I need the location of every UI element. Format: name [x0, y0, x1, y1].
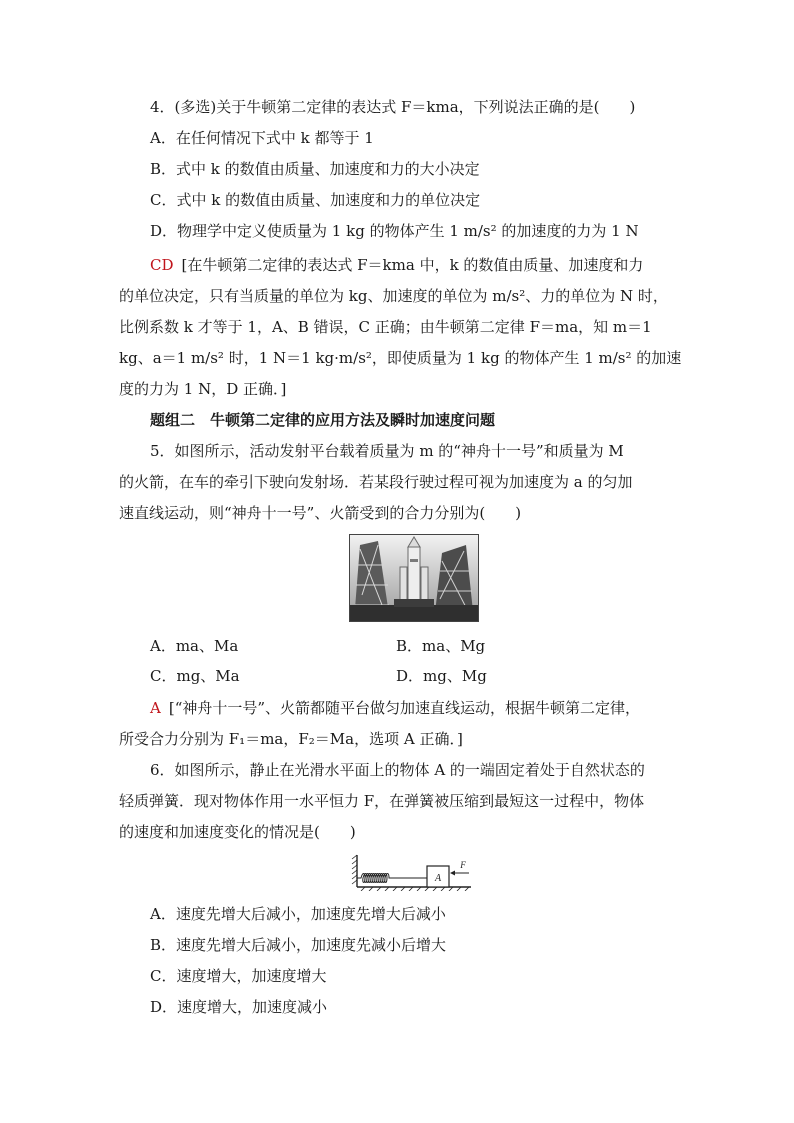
q5-explanation-line-2: 所受合力分别为 F₁＝ma，F₂＝Ma，选项 A 正确．] [119, 730, 463, 748]
q4-explanation-line-2: 的单位决定，只有当质量的单位为 kg、加速度的单位为 m/s²、力的单位为 N 时， [119, 287, 668, 305]
wall-hatch [352, 855, 357, 884]
block-a-label: A [434, 873, 442, 884]
q4-option-b: B．式中 k 的数值由质量、加速度和力的大小决定 [150, 160, 480, 178]
q5-options-row-2 [150, 661, 678, 692]
rocket-launch-photo [349, 534, 479, 622]
q5-explanation-text-1: [“神舟十一号”、火箭都随平台做匀加速直线运动，根据牛顿第二定律， [168, 699, 641, 717]
q5-stem-line-2: 的火箭，在车的牵引下驶向发射场．若某段行驶过程可视为加速度为 a 的匀加 [119, 473, 633, 491]
q4-explanation-text-1: [在牛顿第二定律的表达式 F＝kma 中，k 的数值由质量、加速度和力 [181, 256, 644, 274]
q5-option-d: D．mg、Mg [396, 667, 487, 685]
q6-option-b: B．速度先增大后减小，加速度先减小后增大 [150, 936, 447, 954]
q4-explanation-line-1 [150, 250, 678, 281]
q5-options-row-1 [150, 631, 678, 662]
q4-answer: CD [150, 256, 174, 274]
q6-stem-line-3: 的速度和加速度变化的情况是( ) [119, 823, 356, 841]
force-arrow-head [450, 871, 455, 876]
section-title: 题组二 牛顿第二定律的应用方法及瞬时加速度问题 [150, 411, 496, 429]
q5-stem-line-3: 速直线运动，则“神舟十一号”、火箭受到的合力分别为( ) [119, 504, 522, 522]
q6-stem-line-1: 6．如图所示，静止在光滑水平面上的物体 A 的一端固定着处于自然状态的 [150, 761, 645, 779]
rocket-photo-graphic [350, 535, 478, 621]
q6-option-a: A．速度先增大后减小，加速度先增大后减小 [150, 905, 446, 923]
q5-stem-line-1: 5．如图所示，活动发射平台载着质量为 m 的“神舟十一号”和质量为 M [150, 442, 624, 460]
q6-stem-line-2: 轻质弹簧．现对物体作用一水平恒力 F，在弹簧被压缩到最短这一过程中，物体 [119, 792, 645, 810]
q5-explanation-line-1 [150, 693, 678, 724]
q5-option-a: A．ma、Ma [150, 637, 239, 655]
spring-coil [357, 874, 427, 883]
force-label: F [460, 860, 466, 870]
q4-option-c: C．式中 k 的数值由质量、加速度和力的单位决定 [150, 191, 481, 209]
q4-stem: 4．(多选)关于牛顿第二定律的表达式 F＝kma，下列说法正确的是( ) [150, 98, 636, 116]
q4-explanation-line-3: 比例系数 k 才等于 1，A、B 错误，C 正确；由牛顿第二定律 F＝ma，知 m＝1 [119, 318, 652, 336]
q4-explanation-line-4: kg、a＝1 m/s² 时，1 N＝1 kg·m/s²，即使质量为 1 kg 的物体产生 1 m/s² 的加速 [119, 349, 682, 367]
q4-option-a: A．在任何情况下式中 k 都等于 1 [150, 129, 374, 147]
spring-diagram-graphic [351, 853, 473, 891]
q4-explanation-line-5: 度的力为 1 N，D 正确．] [119, 380, 287, 398]
q5-option-b: B．ma、Mg [396, 637, 486, 655]
q6-option-c: C．速度增大，加速度增大 [150, 967, 327, 985]
spring-block-diagram [351, 853, 473, 891]
q6-option-d: D．速度增大，加速度减小 [150, 998, 328, 1016]
q5-option-c: C．mg、Ma [150, 667, 240, 685]
q4-option-d: D．物理学中定义使质量为 1 kg 的物体产生 1 m/s² 的加速度的力为 1 N [150, 222, 639, 240]
q5-answer: A [150, 699, 161, 717]
